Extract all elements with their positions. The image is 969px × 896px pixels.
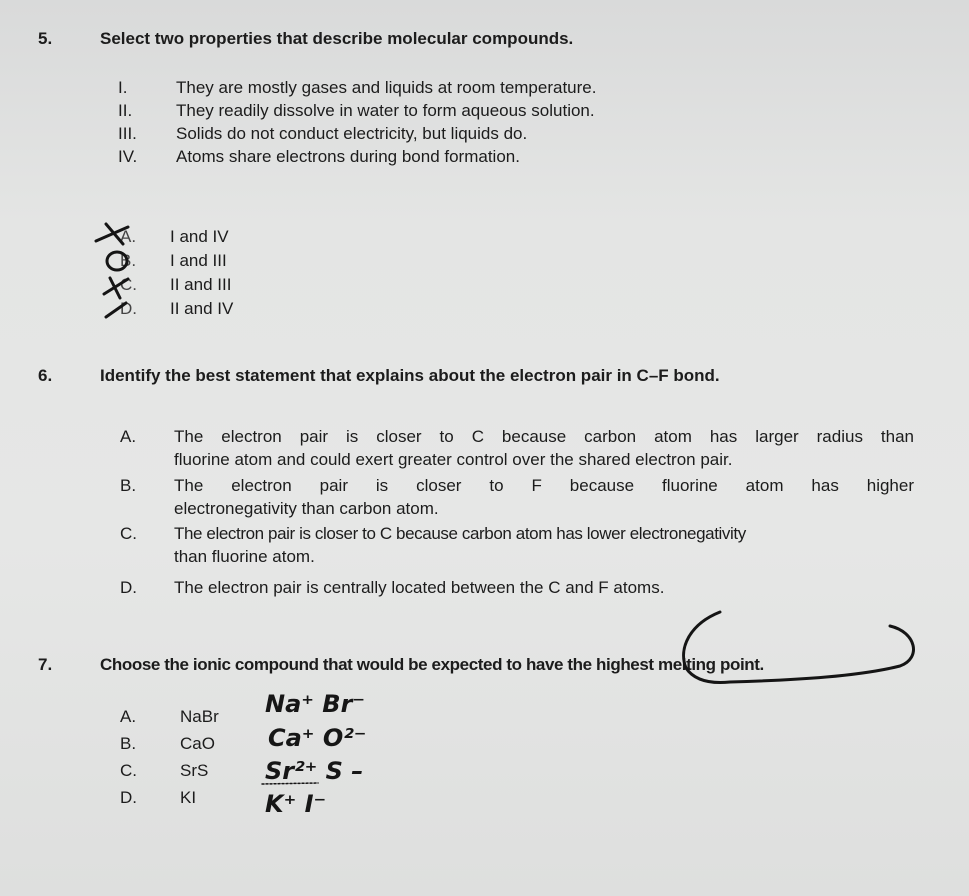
- choice-letter: D.: [120, 788, 137, 807]
- choice-text: I and IV: [170, 227, 229, 246]
- choice-text-line: The electron pair is closer to C because carbon atom has lower electronegativity: [174, 524, 746, 543]
- choice-text-line: The electron pair is centrally located between the C and F atoms.: [174, 578, 665, 597]
- statement-text: They readily dissolve in water to form aqueous solution.: [176, 101, 595, 120]
- question-6-number: 6.: [38, 366, 53, 385]
- choice-letter: C.: [120, 275, 137, 294]
- question-7-number: 7.: [38, 655, 53, 674]
- statement-numeral: IV.: [118, 147, 138, 166]
- choice-text-line: The electron pair is closer to F because fluorine atom has higher: [174, 476, 914, 495]
- question-7-stem: Choose the ionic compound that would be expected to have the highest melting point.: [100, 655, 764, 674]
- choice-letter: D.: [120, 578, 137, 597]
- choice-text-line: than fluorine atom.: [174, 547, 315, 566]
- choice-text-line: The electron pair is closer to C because carbon atom has larger radius than: [174, 427, 914, 446]
- question-5-number: 5.: [38, 29, 53, 48]
- choice-text-line: electronegativity than carbon atom.: [174, 499, 439, 518]
- handwritten-note: K⁺ I⁻: [265, 790, 327, 818]
- choice-letter: B.: [120, 734, 137, 753]
- choice-text: I and III: [170, 251, 227, 270]
- question-5-stem: Select two properties that describe molecular compounds.: [100, 29, 574, 48]
- choice-text: SrS: [180, 761, 209, 780]
- choice-text: CaO: [180, 734, 215, 753]
- choice-letter: B.: [120, 476, 137, 495]
- statement-text: Solids do not conduct electricity, but liquids do.: [176, 124, 528, 143]
- handwritten-note: Na⁺ Br⁻: [265, 690, 366, 718]
- choice-letter: A.: [120, 227, 137, 246]
- choice-letter: C.: [120, 761, 137, 780]
- statement-text: Atoms share electrons during bond formation.: [176, 147, 520, 166]
- choice-text: II and IV: [170, 299, 234, 318]
- statement-numeral: II.: [118, 101, 133, 120]
- statement-numeral: I.: [118, 78, 128, 97]
- choice-letter: A.: [120, 707, 137, 726]
- choice-letter: C.: [120, 524, 137, 543]
- choice-letter: B.: [120, 251, 137, 270]
- handwritten-note: Ca⁺ O²⁻: [268, 724, 367, 752]
- handwritten-note: Sr²⁺ S –: [265, 757, 364, 785]
- statement-text: They are mostly gases and liquids at room temperature.: [176, 78, 597, 97]
- statement-numeral: III.: [118, 124, 137, 143]
- choice-letter: A.: [120, 427, 137, 446]
- choice-text-line: fluorine atom and could exert greater control over the shared electron pair.: [174, 450, 733, 469]
- choice-text: II and III: [170, 275, 232, 294]
- choice-letter: D.: [120, 299, 137, 318]
- choice-text: NaBr: [180, 707, 219, 726]
- choice-text: KI: [180, 788, 197, 807]
- question-6-stem: Identify the best statement that explains about the electron pair in C–F bond.: [100, 366, 720, 385]
